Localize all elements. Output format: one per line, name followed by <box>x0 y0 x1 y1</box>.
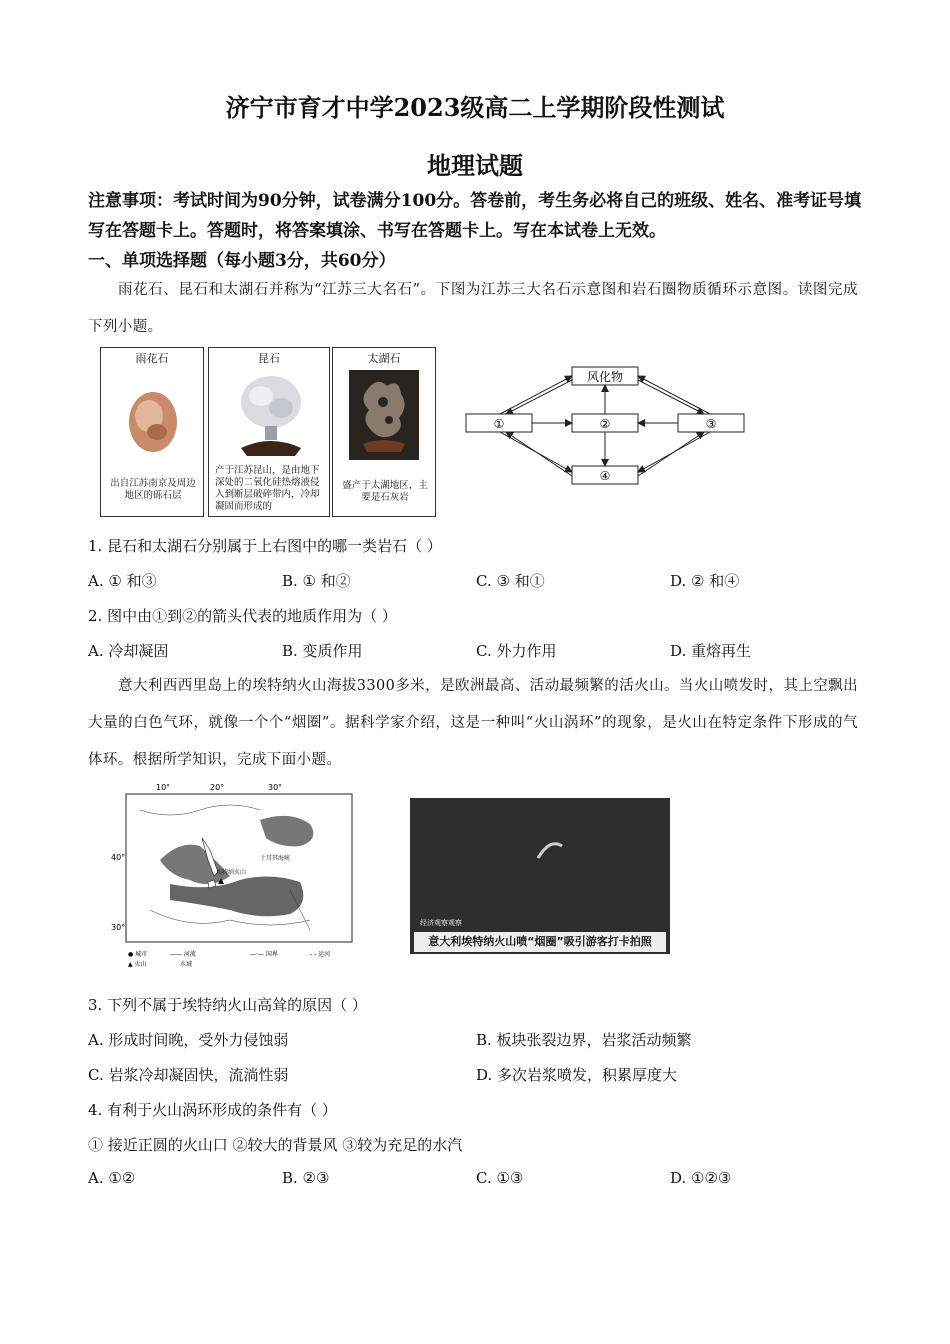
legend-river: —— 河流 <box>170 951 196 958</box>
stone-name: 太湖石 <box>367 352 401 365</box>
q4-option-a[interactable]: A. ①② <box>88 1169 136 1187</box>
cycle-label-1: ① <box>493 417 505 431</box>
smoke-ring-photo <box>410 798 670 954</box>
stone-card-yuhua <box>100 347 204 517</box>
photo-caption: 意大利埃特纳火山喷“烟圈”吸引游客打卡拍照 <box>414 932 666 952</box>
cycle-label-4: ④ <box>599 469 611 483</box>
map-lat-30: 30° <box>111 923 126 932</box>
photo-svg <box>410 798 670 954</box>
kun-stone-image <box>231 370 311 462</box>
passage-2: 意大利西西里岛上的埃特纳火山海拔3300多米，是欧洲最高、活动最频繁的活火山。当火山喷发时，其上空飘出大量的白色气环，就像一个个“烟圈”。据科学家介绍，这是一种叫“火山涡环”的现象，是火山在特定条件下形成的气体环。根据所学知识，完成下面小题。 <box>88 678 858 768</box>
map-lon-10: 10° <box>156 783 171 792</box>
q3-option-b[interactable]: B. 板块张裂边界，岩浆活动频繁 <box>476 1031 692 1049</box>
map-label-strait: 土耳其海峡 <box>260 855 291 862</box>
map-lon-30: 30° <box>268 783 283 792</box>
q4-option-c[interactable]: C. ①③ <box>476 1169 524 1187</box>
question-1-stem: 1. 昆石和太湖石分别属于上右图中的哪一类岩石（ ） <box>88 537 442 555</box>
q4-option-d[interactable]: D. ①②③ <box>670 1169 732 1187</box>
photo-tag: 经济观察观察 <box>420 919 462 927</box>
question-4-stem: 4. 有利于火山涡环形成的条件有（ ） <box>88 1101 337 1119</box>
q3-option-a[interactable]: A. 形成时间晚，受外力侵蚀弱 <box>88 1031 289 1049</box>
q1-option-c[interactable]: C. ③ 和① <box>476 572 545 590</box>
arrow <box>638 380 704 414</box>
map-frame <box>126 794 352 942</box>
q2-option-a[interactable]: A. 冷却凝固 <box>88 642 169 660</box>
cycle-label-3: ③ <box>705 417 717 431</box>
q2-option-d[interactable]: D. 重熔再生 <box>670 642 752 660</box>
cycle-label-2: ② <box>599 417 611 431</box>
legend-canal: - - 运河 <box>310 951 331 958</box>
passage-1: 雨花石、昆石和太湖石并称为“江苏三大名石”。下图为江苏三大名石示意图和岩石圈物质循环示意图。读图完成下列小题。 <box>88 282 858 335</box>
taihu-stone-image <box>349 370 419 460</box>
q4-option-b[interactable]: B. ②③ <box>282 1169 330 1187</box>
stone-card-kun <box>208 347 330 517</box>
stone-desc: 产于江苏昆山，是由地下深处的二氧化硅热熔液侵入到断层破碎带内，冷却凝固而形成的 <box>215 465 320 512</box>
question-2-stem: 2. 图中由①到②的箭头代表的地质作用为（ ） <box>88 607 397 625</box>
yuhua-stone-image <box>121 378 185 458</box>
legend-city: ● 城市 <box>128 951 148 958</box>
q3-option-c[interactable]: C. 岩浆冷却凝固快，流淌性弱 <box>88 1066 289 1084</box>
question-3-stem: 3. 下列不属于埃特纳火山高耸的原因（ ） <box>88 996 367 1014</box>
arrow <box>638 432 704 476</box>
legend-water: 水域 <box>180 961 193 968</box>
arrow <box>500 376 572 414</box>
stone-desc: 盛产于太湖地区，主要是石灰岩 <box>342 480 428 503</box>
map-label-volcano: 埃特纳火山 <box>216 869 247 876</box>
question-4-conditions: ① 接近正圆的火山口 ②较大的背景风 ③较为充足的水汽 <box>88 1136 463 1154</box>
q1-option-d[interactable]: D. ② 和④ <box>670 572 740 590</box>
q1-option-b[interactable]: B. ① 和② <box>282 572 351 590</box>
q1-option-a[interactable]: A. ① 和③ <box>88 572 157 590</box>
stone-desc: 出自江苏南京及周边地区的砾石层 <box>110 478 196 501</box>
stone-name: 昆石 <box>258 352 280 365</box>
exam-title: 济宁市育才中学2023级高二上学期阶段性测试 <box>225 93 725 122</box>
legend-border: —·— 国界 <box>250 951 278 958</box>
legend-volcano: ▲ 火山 <box>128 961 147 968</box>
cycle-label-weathering: 风化物 <box>586 370 624 384</box>
arrow <box>506 380 572 414</box>
q2-option-c[interactable]: C. 外力作用 <box>476 642 557 660</box>
map-lat-40: 40° <box>111 853 126 862</box>
stone-name: 雨花石 <box>135 352 169 365</box>
arrow <box>638 376 710 414</box>
q3-option-d[interactable]: D. 多次岩浆喷发，积累厚度大 <box>476 1066 678 1084</box>
rock-cycle-diagram <box>460 360 760 490</box>
exam-notice: 注意事项：考试时间为90分钟，试卷满分100分。答卷前，考生务必将自己的班级、姓名、准考证号填写在答题卡上。答题时，将答案填涂、书写在答题卡上。写在本试卷上无效。 <box>88 191 862 241</box>
section-heading: 一、单项选择题（每小题3分，共60分） <box>88 251 396 271</box>
mediterranean-map <box>110 780 360 970</box>
arrow <box>506 432 572 476</box>
exam-subtitle: 地理试题 <box>427 151 523 180</box>
stone-card-taihu <box>332 347 436 517</box>
map-lon-20: 20° <box>210 783 225 792</box>
q2-option-b[interactable]: B. 变质作用 <box>282 642 363 660</box>
